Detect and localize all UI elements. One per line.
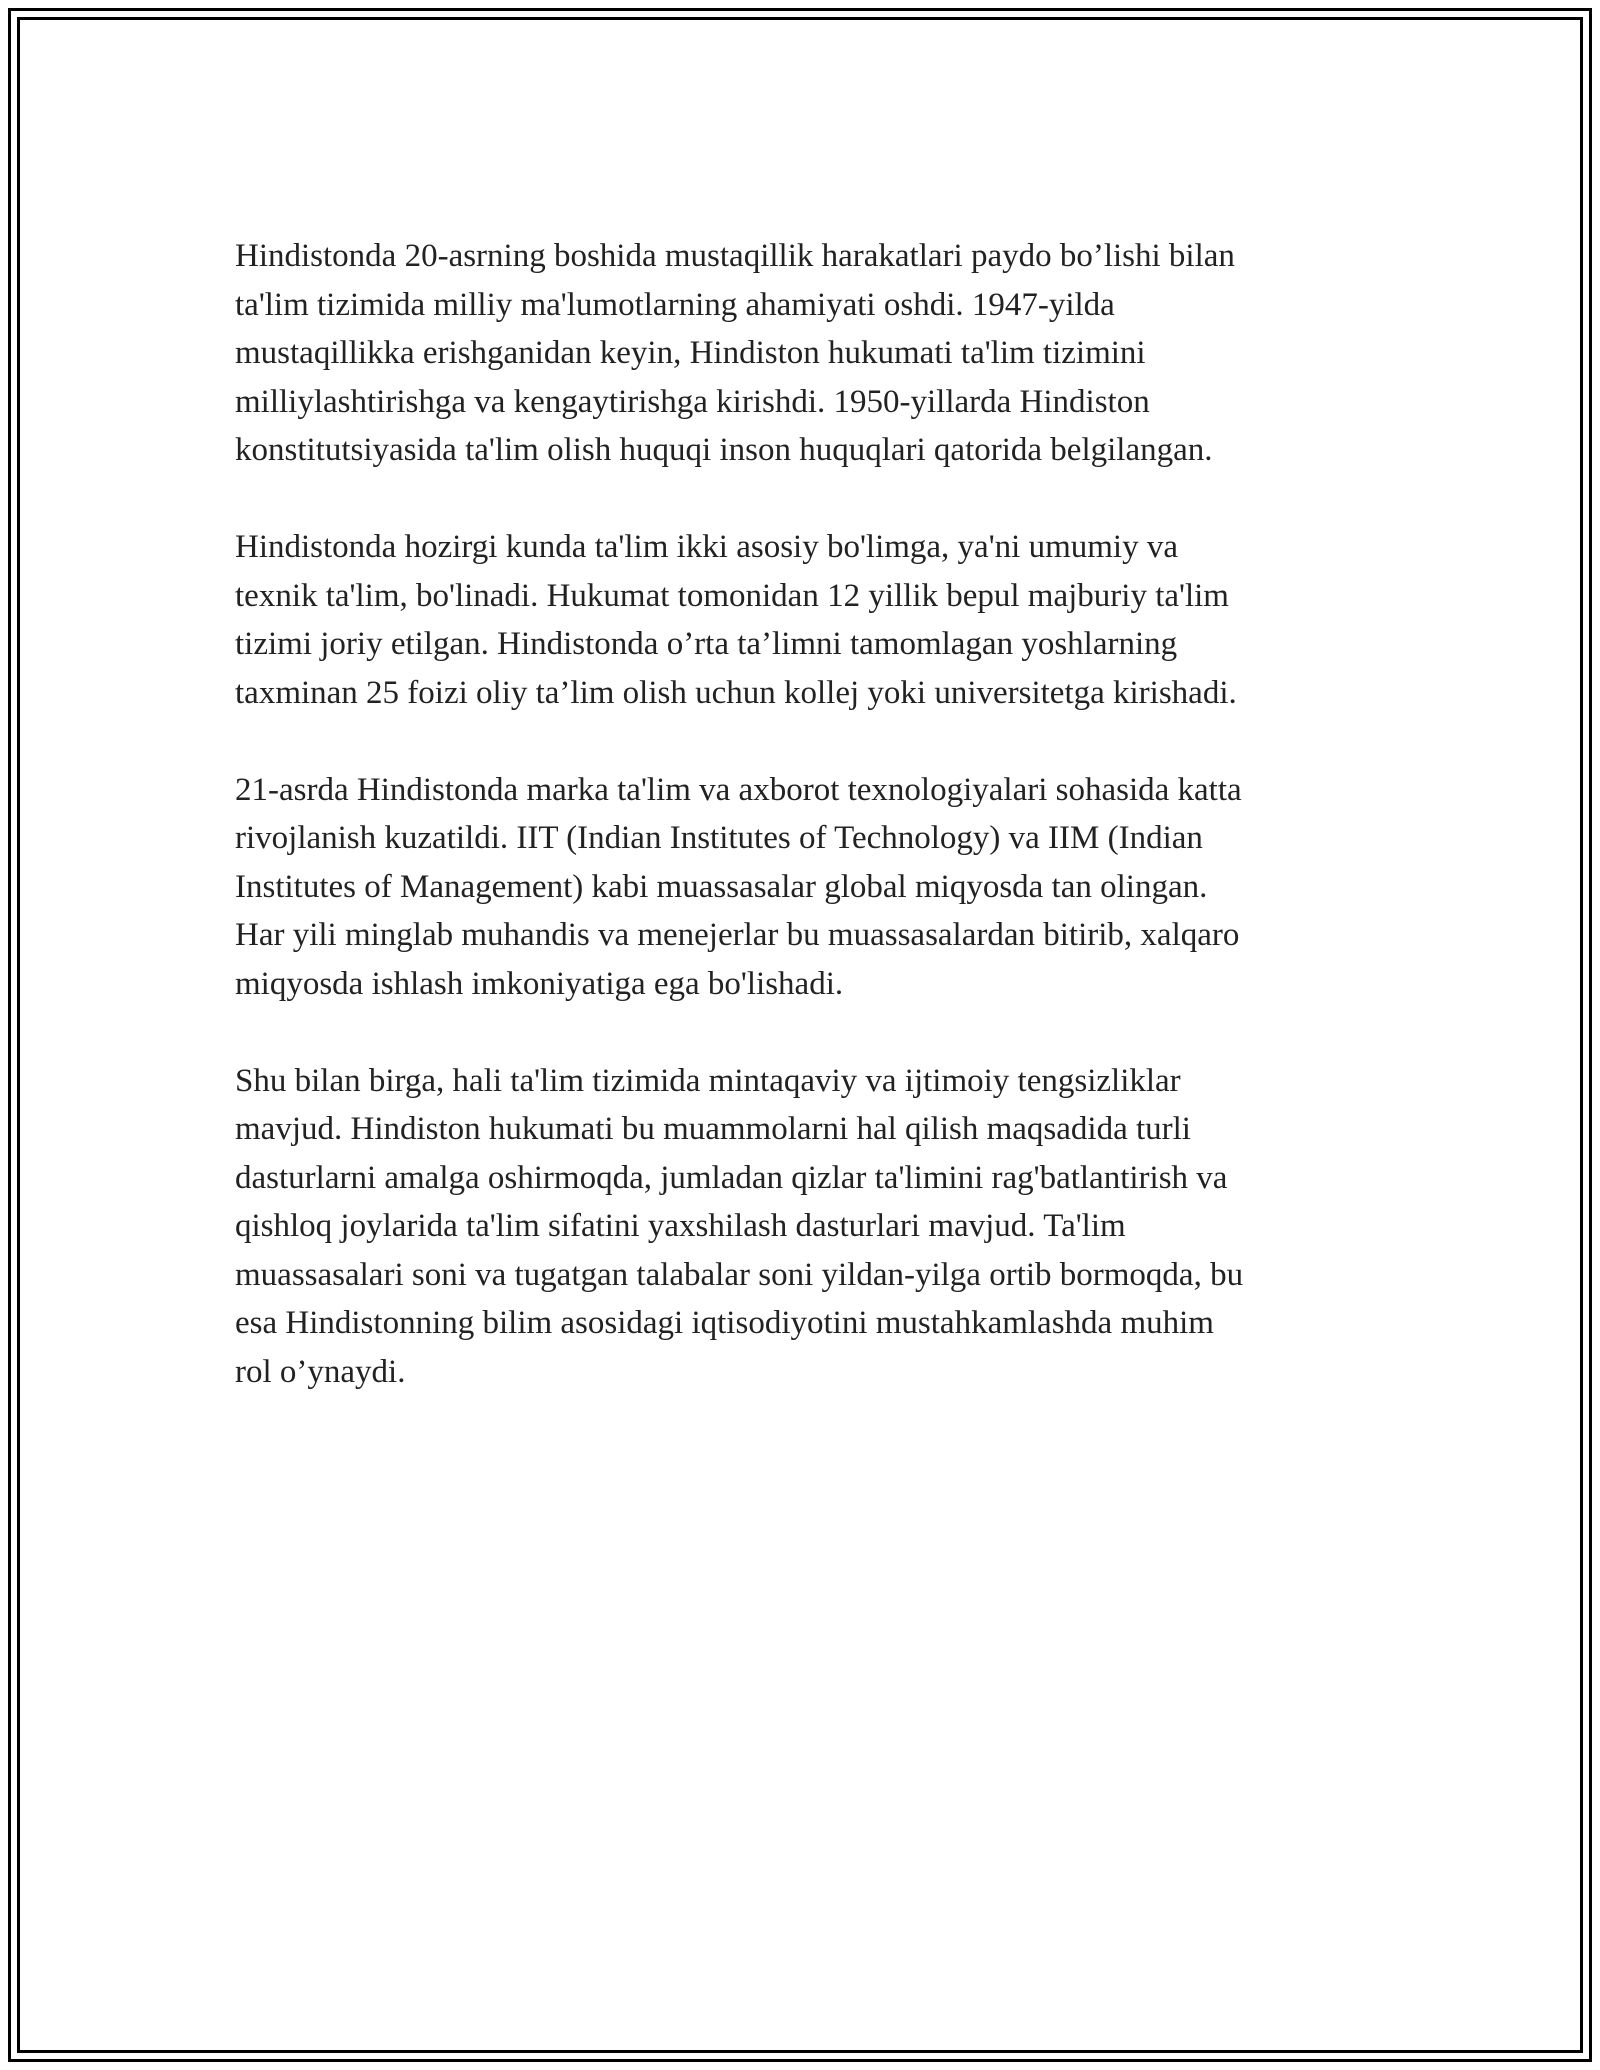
text-line: 21-asrda Hindistonda marka ta'lim va axborot texnologiyalari sohasida katta xyxy=(235,771,1242,808)
text-line: Institutes of Management) kabi muassasalar global miqyosda tan olingan. xyxy=(235,868,1208,905)
text-line: dasturlarni amalga oshirmoqda, jumladan qizlar ta'limini rag'batlantirish va xyxy=(235,1159,1228,1196)
text-line: mustaqillikka erishganidan keyin, Hindiston hukumati ta'lim tizimini xyxy=(235,335,1146,371)
text-line: Har yili minglab muhandis va menejerlar bu muassasalardan bitirib, xalqaro xyxy=(235,917,1240,953)
text-line: konstitutsiyasida ta'lim olish huquqi inson huquqlari qatorida belgilangan. xyxy=(235,432,1213,468)
text-line: tizimi joriy etilgan. Hindistonda o’rta ta’limni tamomlagan yoshlarning xyxy=(235,626,1178,662)
text-line: muassasalari soni va tugatgan talabalar soni yildan-yilga ortib bormoqda, bu xyxy=(235,1256,1244,1293)
text-line: rol o’ynaydi. xyxy=(235,1353,406,1390)
text-line: milliylashtirishga va kengaytirishga kirishdi. 1950-yillarda Hindiston xyxy=(235,383,1150,420)
text-line: rivojlanish kuzatildi. IIT (Indian Institutes of Technology) va IIM (Indian xyxy=(235,820,1203,856)
text-line: taxminan 25 foizi oliy ta’lim olish uchun kollej yoki universitetga kirishadi. xyxy=(235,674,1237,711)
paragraph-4 xyxy=(235,1057,1365,1397)
text-line: Hindistonda 20-asrning boshida mustaqillik harakatlari paydo bo’lishi bilan xyxy=(235,238,1235,274)
text-line: Shu bilan birga, hali ta'lim tizimida mintaqaviy va ijtimoiy tengsizliklar xyxy=(235,1062,1181,1099)
text-line: mavjud. Hindiston hukumati bu muammolarni hal qilish maqsadida turli xyxy=(235,1111,1191,1147)
document-body xyxy=(235,232,1365,1445)
text-line: miqyosda ishlash imkoniyatiga ega bo'lishadi. xyxy=(235,965,844,1002)
paragraph-3 xyxy=(235,766,1365,1009)
text-line: Hindistonda hozirgi kunda ta'lim ikki asosiy bo'limga, ya'ni umumiy va xyxy=(235,529,1178,565)
paragraph-1 xyxy=(235,232,1365,475)
text-line: qishloq joylarida ta'lim sifatini yaxshilash dasturlari mavjud. Ta'lim xyxy=(235,1208,1126,1244)
text-line: texnik ta'lim, bo'linadi. Hukumat tomonidan 12 yillik bepul majburiy ta'lim xyxy=(235,577,1229,614)
text-line: ta'lim tizimida milliy ma'lumotlarning ahamiyati oshdi. 1947-yilda xyxy=(235,286,1115,323)
paragraph-2 xyxy=(235,523,1365,717)
text-line: esa Hindistonning bilim asosidagi iqtisodiyotini mustahkamlashda muhim xyxy=(235,1305,1214,1341)
